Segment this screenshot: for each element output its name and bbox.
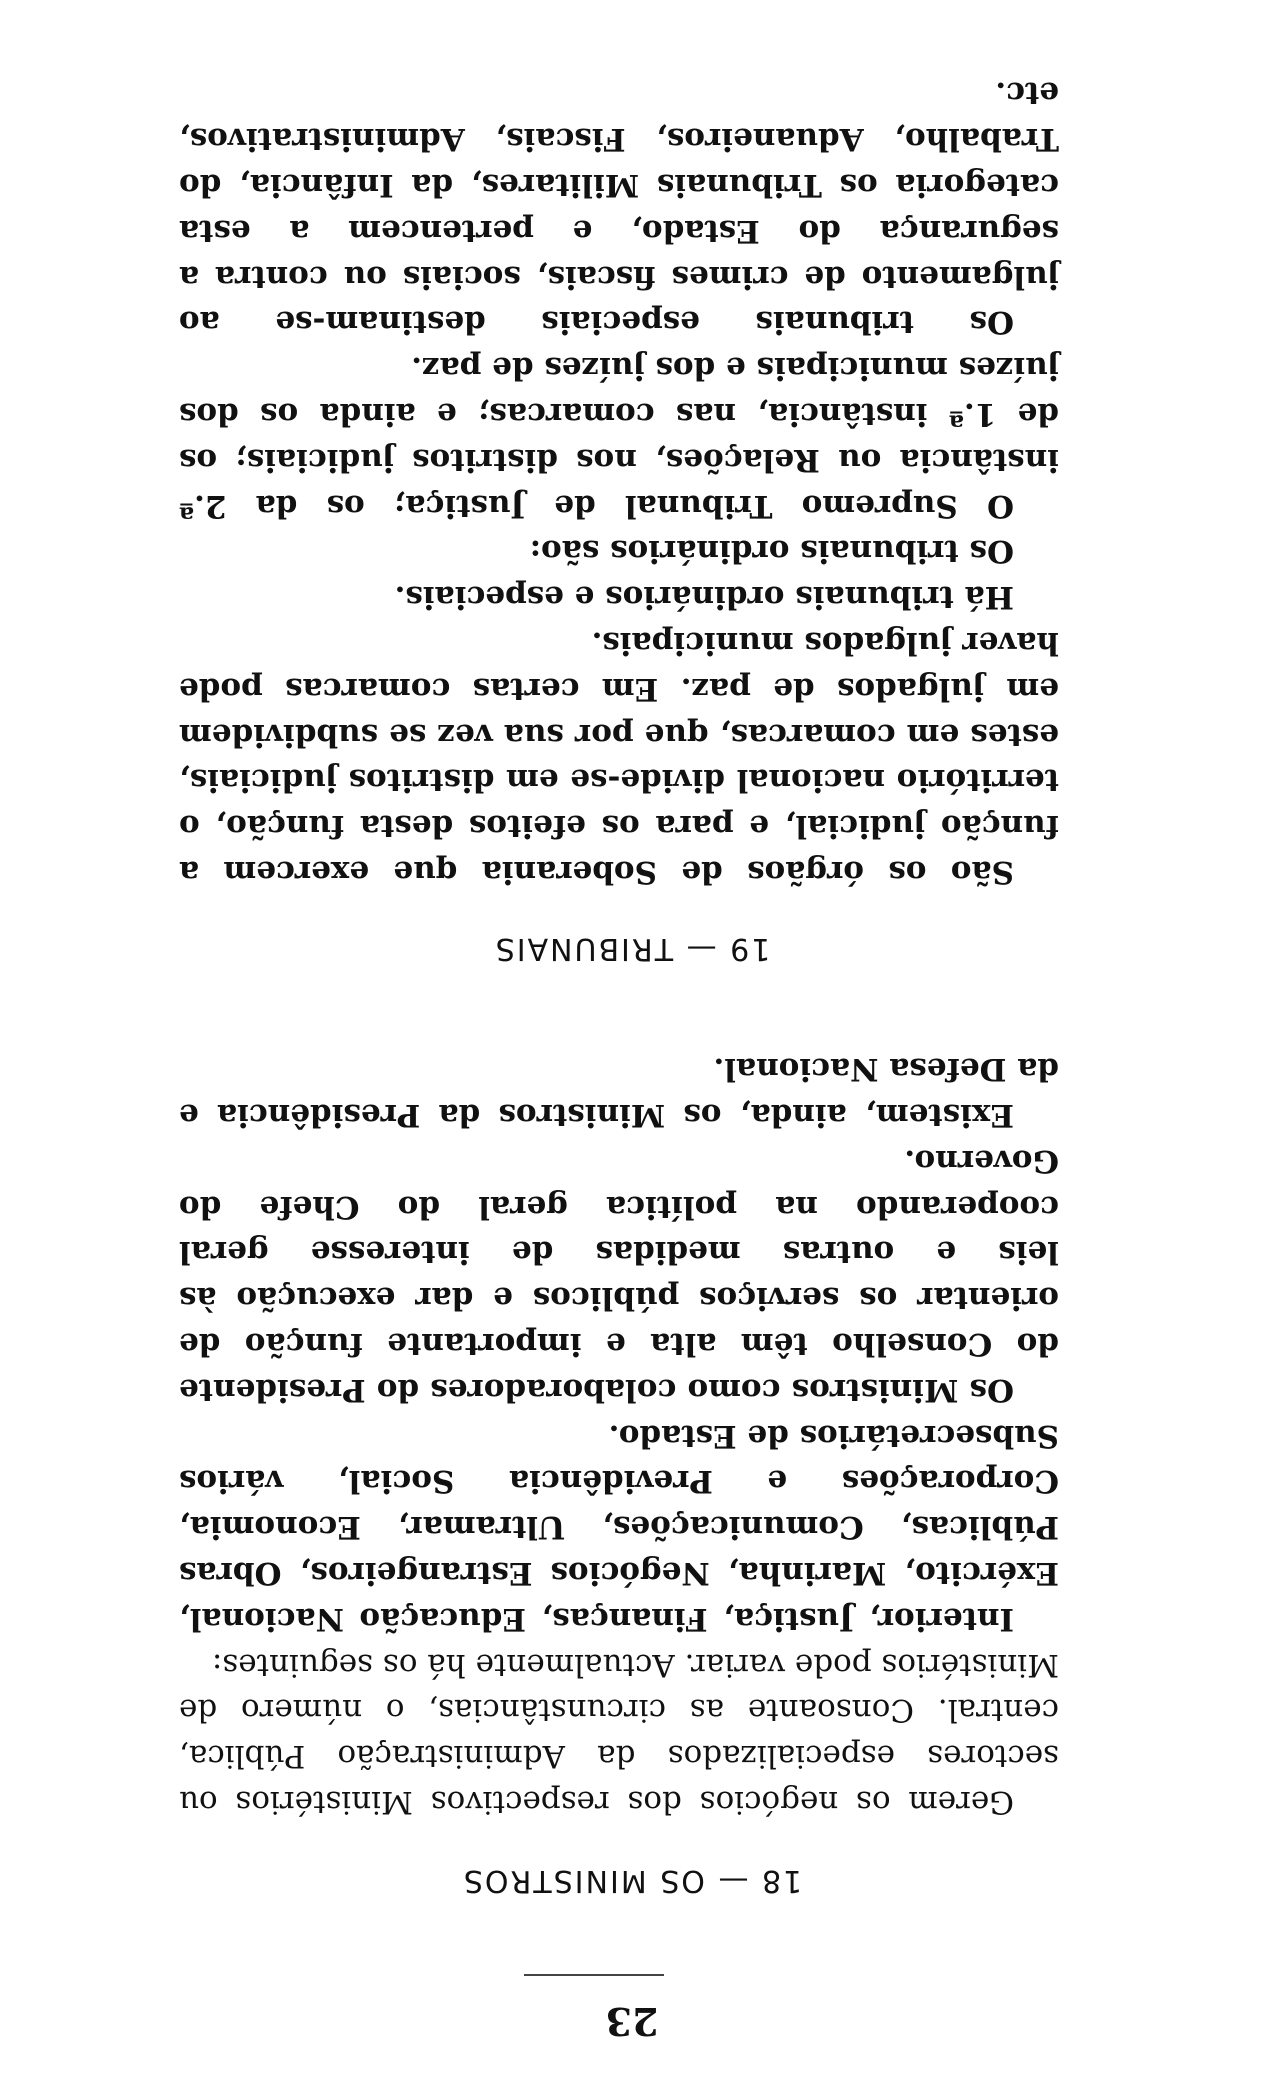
page-number: 23	[605, 1999, 659, 2044]
paragraph: O Supremo Tribunal de Justiça; os da 2.ª instância ou Relações, nos distritos judiciais; os de 1.ª instância, nas comarcas; e ainda os dos juízes municipais e dos juízes de paz.	[179, 350, 1059, 524]
header-rule	[524, 1974, 664, 1976]
paragraph: Os tribunais ordinários são:	[529, 533, 1014, 570]
paragraph: São os órgãos de Soberania que exercem a função judicial, e para os efeitos desta função, o território nacional divide-se em distritos judiciais, estes em comarcas, que por sua vez se subdividem em julgados de paz. Em certas comarcas pode haver julgados municipais.	[179, 625, 1059, 890]
paragraph: Existem, ainda, os Ministros da Presidência e da Defesa Nacional.	[179, 1051, 1059, 1134]
section-title-tribunais: 19 — TRIBUNAIS	[493, 931, 771, 966]
paragraph: Os Ministros como colaboradores do Presidente do Conselho têm alta e importante função de orientar os serviços públicos e dar execução às leis e outras medidas de interesse geral cooperando na política geral do Chefe do Governo.	[179, 1142, 1059, 1408]
paragraph: Os tribunais especiais destinam-se ao julgamento de crimes fiscais, sociais ou contra a segurança do Estado, e pertencem a esta categoria os Tribunais Militares, da Infância, do Trabalho, Aduaneiros, Fiscais, Administrativos, etc.	[179, 75, 1059, 341]
paragraph: Interior, Justiça, Finanças, Educação Nacional, Exército, Marinha, Negócios Estrangeiros, Obras Públicas, Comunicações, Ultramar, Economia, Corporações e Previdência Social, vários Subsecretários de Estado.	[179, 1417, 1059, 1637]
section-title-ministros: 18 — OS MINISTROS	[461, 1863, 803, 1898]
section-body-tribunais	[179, 70, 1059, 894]
paragraph: Gerem os negócios dos respectivos Ministérios ou sectores especializados da Administração Pública, central. Consoante as circunstâncias, o número de Ministérios pode variar. Actualmente há os seguintes:	[179, 1646, 1059, 1820]
paragraph: Há tribunais ordinários e especiais.	[394, 579, 1014, 616]
section-body-ministros	[179, 1045, 1059, 1824]
